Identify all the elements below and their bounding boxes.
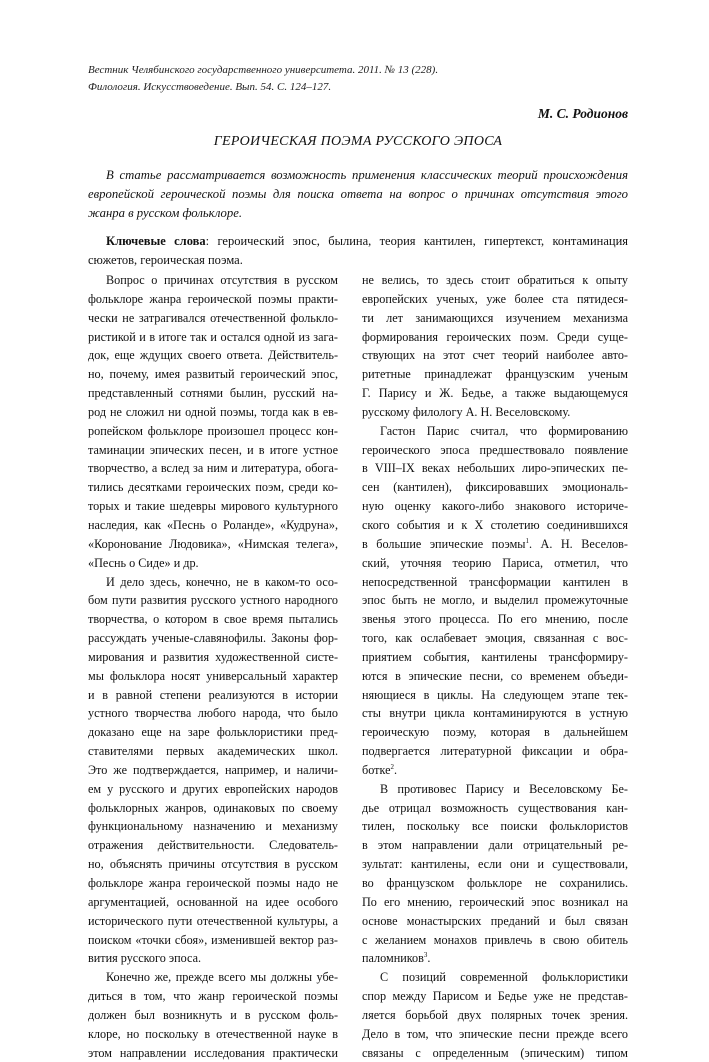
text-line xyxy=(88,328,338,347)
keywords-line-1 xyxy=(88,232,628,251)
text-line xyxy=(362,686,628,705)
text-line-content: формирования героических поэм. Среди суще- xyxy=(362,329,628,344)
text-line-content: связаны с определенным (эпическим) типом xyxy=(362,1045,628,1060)
text-line-content: исторического пути отечественной культуры, а xyxy=(88,913,338,928)
text-line-content: того, как ослабевает эмоция, связанная с вос- xyxy=(362,631,628,646)
text-line xyxy=(88,591,338,610)
text-line xyxy=(362,799,628,818)
text-line-content: отражения действительности. Следователь- xyxy=(88,838,338,853)
text-line-content: ристикой и в итоге так и остался одной из зага- xyxy=(88,329,338,344)
text-line xyxy=(362,478,628,497)
text-line xyxy=(88,271,338,290)
text-line xyxy=(88,629,338,648)
text-line xyxy=(88,667,338,686)
text-line-content: во французском фольклоре не сохранились. xyxy=(362,876,628,890)
text-line-content: ропейском фольклоре произошел процесс кон- xyxy=(88,423,338,438)
text-line-content: ем у русского и других европейских народов xyxy=(88,781,338,796)
text-line xyxy=(88,535,338,554)
text-line xyxy=(362,309,628,328)
text-line xyxy=(88,987,338,1006)
text-line-content: ботке xyxy=(362,762,391,777)
text-line xyxy=(362,328,628,347)
text-line xyxy=(88,968,338,987)
text-line-content: и в равной степени реализуются в истории xyxy=(88,687,338,702)
text-line xyxy=(362,761,628,780)
text-line-content: ются в эпические песни, со временем объеди- xyxy=(362,668,628,683)
text-line xyxy=(362,1006,628,1025)
text-line xyxy=(362,723,628,742)
text-line xyxy=(88,874,338,893)
text-line-content: фольклорных жанров, одинаковых по своему xyxy=(88,800,338,815)
text-line-content: должен был возникнуть и в русском фоль- xyxy=(88,1007,338,1022)
footnote-mark: 3 xyxy=(423,951,428,960)
text-line xyxy=(362,290,628,309)
text-line-content: этом направлении исследования практически xyxy=(88,1045,338,1060)
text-line-content: в VIII–IX веках небольших лиро-эпических пе- xyxy=(362,461,628,476)
text-line xyxy=(88,742,338,761)
text-line-content: дье отрицал возможность существования кан- xyxy=(362,800,628,815)
text-line-content: с желанием монахов привлечь в свою обитель xyxy=(362,932,628,947)
text-line xyxy=(88,893,338,912)
text-line xyxy=(362,384,628,403)
text-line-content: таминации эпических песен, и в итоге устное xyxy=(88,442,338,457)
text-line xyxy=(362,591,628,610)
text-line-content: в этом направлении дали отрицательный ре- xyxy=(362,838,628,853)
text-line-tail: . А. Н. Веселов- xyxy=(528,536,628,551)
text-line-content: ствующих на этот счет теорий наиболее авто- xyxy=(362,348,628,363)
text-line-tail: . xyxy=(394,762,398,777)
text-line-content: По его мнению, героический эпос возникал на xyxy=(362,894,628,909)
footnote-mark: 2 xyxy=(390,762,394,771)
text-line xyxy=(362,912,628,931)
text-line xyxy=(88,949,338,968)
text-line xyxy=(88,1044,338,1062)
text-line xyxy=(88,441,338,460)
text-line xyxy=(88,836,338,855)
text-line-content: няющиеся в циклы. На следующем этапе тек- xyxy=(362,687,628,702)
text-line-content: Это же подтверждается, например, и наличи- xyxy=(88,762,338,777)
text-line-content: вития русского эпоса. xyxy=(88,951,202,966)
text-line xyxy=(362,874,628,893)
text-line xyxy=(362,704,628,723)
text-line xyxy=(362,403,628,422)
text-line-content: поиском «точки сбоя», изменившей вектор раз- xyxy=(88,932,338,947)
abstract-line: жанра в русском фольклоре. xyxy=(88,205,243,220)
text-line xyxy=(362,742,628,761)
text-line xyxy=(362,817,628,836)
text-line-content: рассуждать ученые-славянофилы. Законы фор- xyxy=(88,631,338,646)
text-line xyxy=(362,893,628,912)
text-line-content: героическую поэму, которая в дальнейшем xyxy=(362,725,628,740)
text-line xyxy=(88,761,338,780)
keywords-label: Ключевые слова xyxy=(106,234,206,248)
text-line-content: Конечно же, прежде всего мы должны убе- xyxy=(106,970,338,985)
text-line xyxy=(362,441,628,460)
text-line-content: но, почему, имея развитый героический эпос, xyxy=(88,367,338,382)
text-line-content: фольклоре жанра героической поэмы практи- xyxy=(88,291,338,306)
text-line xyxy=(362,365,628,384)
text-line xyxy=(362,836,628,855)
text-line-content: устного творчества любого народа, что было xyxy=(88,706,338,721)
text-line-content: торых и такие шедевры мирового культурного xyxy=(88,499,338,514)
text-line xyxy=(88,554,338,573)
text-line-content: функциональному назначению и механизму xyxy=(88,819,338,834)
text-line-content: в большие эпические поэмы xyxy=(362,536,526,551)
text-line xyxy=(88,497,338,516)
text-line-content: творчества, о котором в свое время пытались xyxy=(88,612,338,627)
text-line-content: «Песнь о Сиде» и др. xyxy=(88,555,199,570)
text-line-content: героического эпоса предшествовало появление xyxy=(362,442,628,457)
text-line xyxy=(362,459,628,478)
text-line-content: приятием события, кантилены трансформиру- xyxy=(362,649,628,664)
text-line xyxy=(362,667,628,686)
article-title: ГЕРОИЧЕСКАЯ ПОЭМА РУССКОГО ЭПОСА xyxy=(213,134,503,149)
text-line-content: ского события и к X столетию соединившихся xyxy=(362,517,628,532)
text-line xyxy=(362,968,628,987)
text-line xyxy=(88,403,338,422)
text-line-content: клоре, но поскольку в отечественной науке в xyxy=(88,1026,338,1041)
abstract-line: В статье рассматривается возможность применения классических теорий происхождения xyxy=(106,168,628,182)
text-line xyxy=(362,271,628,290)
text-line-content: наследия, как «Песнь о Роланде», «Кудруна», xyxy=(88,517,338,532)
text-line xyxy=(362,573,628,592)
text-line-content: но, объяснять причины отсутствия в русском xyxy=(88,857,338,872)
text-line-content: мирования и развития художественной систе- xyxy=(88,649,338,664)
text-line-content: основе монастырских преданий и был связан xyxy=(362,913,628,928)
text-line xyxy=(362,949,628,968)
text-line xyxy=(88,817,338,836)
text-line-content: аргументацией, основанной на идее особого xyxy=(88,894,338,909)
right-column xyxy=(362,271,628,1062)
text-line-content: европейских ученых, уже более ста пятидеся- xyxy=(362,291,628,306)
text-line-content: ную оценку какого-либо знакового историче- xyxy=(362,499,628,514)
text-line-content: мы фольклора носят универсальный характер xyxy=(88,668,338,683)
text-line-content: зультат: кантилены, если они и существовали, xyxy=(362,857,628,872)
text-line xyxy=(362,629,628,648)
text-line-content: паломников xyxy=(362,951,424,966)
text-line-content: И дело здесь, конечно, не в каком-то осо- xyxy=(106,574,338,589)
text-line-tail: . xyxy=(427,951,431,966)
text-line xyxy=(88,290,338,309)
text-line xyxy=(88,648,338,667)
text-line xyxy=(88,573,338,592)
text-line xyxy=(88,723,338,742)
text-line-content: тилен, поскольку все поиски фольклористов xyxy=(362,819,628,834)
abstract xyxy=(88,166,628,223)
text-line xyxy=(362,1044,628,1062)
text-line xyxy=(88,855,338,874)
text-line xyxy=(88,610,338,629)
abstract-line: европейской героической поэмы для поиска ответа на вопрос о причинах отсутствия этого xyxy=(88,186,628,201)
text-line xyxy=(362,987,628,1006)
text-line xyxy=(362,1025,628,1044)
text-line-content: доказано еще на заре фольклористики пред- xyxy=(88,725,338,740)
text-line-content: ритетные принадлежат французским ученым xyxy=(362,367,628,382)
text-line-content: В противовес Парису и Веселовскому Бе- xyxy=(380,781,628,796)
text-line xyxy=(88,346,338,365)
text-line xyxy=(88,780,338,799)
text-line-content: диться в том, что жанр героической поэмы xyxy=(88,989,338,1004)
text-line-content: ставителями первых академических школ. xyxy=(88,744,338,759)
text-line xyxy=(362,516,628,535)
text-line-content: не велись, то здесь стоит обратиться к опыту xyxy=(362,273,628,287)
text-line xyxy=(88,309,338,328)
text-line xyxy=(88,459,338,478)
text-line-content: подвергается литературной фиксации и обра- xyxy=(362,744,628,759)
text-line xyxy=(88,686,338,705)
text-line-content: сен (кантилен), фиксировавших эмоциональ- xyxy=(362,480,628,495)
left-column xyxy=(88,271,338,1062)
text-line-content: представленный сотнями былин, русский на- xyxy=(88,386,338,401)
text-line-content: непосредственной трансформации кантилен в xyxy=(362,574,628,589)
text-line xyxy=(88,704,338,723)
text-line-content: бом пути развития русского устного народного xyxy=(88,593,338,608)
text-line xyxy=(362,554,628,573)
text-line xyxy=(88,478,338,497)
text-line xyxy=(88,365,338,384)
text-line-content: С позиций современной фольклористики xyxy=(380,970,628,985)
text-line xyxy=(362,931,628,950)
text-line-content: ляется борьбой двух полярных точек зрения. xyxy=(362,1007,628,1022)
text-line-content: фольклоре жанра героической поэмы надо не xyxy=(88,876,338,890)
text-line-content: творчество, а вслед за ним и литература, обога- xyxy=(88,461,338,476)
text-line xyxy=(362,855,628,874)
author-name: М. С. Родионов xyxy=(537,106,628,121)
text-line-content: Г. Парису и Ж. Бедье, а также выдающемуся xyxy=(362,386,628,401)
text-line xyxy=(88,912,338,931)
keywords-line-2: сюжетов, героическая поэма. xyxy=(88,252,243,267)
text-line-content: тились десятками героических поэм, среди ко- xyxy=(88,480,338,495)
text-line-content: звенья этого процесса. По его мнению, после xyxy=(362,612,628,627)
journal-citation-line-1: Вестник Челябинского государственного университета. 2011. № 13 (228). xyxy=(88,64,439,76)
text-line-content: чески не затрагивался отечественной фолькло- xyxy=(88,310,338,325)
text-line xyxy=(362,422,628,441)
text-line xyxy=(88,422,338,441)
text-line xyxy=(362,648,628,667)
text-line-content: Гастон Парис считал, что формированию xyxy=(380,423,628,438)
text-line-content: ти лет занимающихся изучением механизма xyxy=(362,310,628,325)
text-line-content: русскому филологу А. Н. Веселовскому. xyxy=(362,404,571,419)
text-line xyxy=(362,497,628,516)
journal-header xyxy=(88,62,628,96)
text-line-content: док, еще ждущих своего ответа. Действитель- xyxy=(88,348,338,363)
text-line xyxy=(88,931,338,950)
keywords xyxy=(88,232,628,270)
text-line xyxy=(362,780,628,799)
journal-citation-line-2: Филология. Искусствоведение. Вып. 54. С. 124–127. xyxy=(88,81,332,93)
keywords-text: : героический эпос, былина, теория кантилен, гипертекст, контаминация xyxy=(205,234,629,248)
text-line xyxy=(362,610,628,629)
text-line-content: эпос быть не могло, и выделил промежуточные xyxy=(362,593,628,608)
text-line-content: ский, уточняя теорию Париса, отметил, что xyxy=(362,555,628,570)
footnote-mark: 1 xyxy=(525,536,529,545)
text-line xyxy=(362,535,628,554)
text-line-content: сты внутри цикла контаминируются в устную xyxy=(362,706,628,721)
text-line-content: Дело в том, что эпические песни прежде всего xyxy=(362,1026,628,1041)
text-line xyxy=(88,1025,338,1044)
text-line xyxy=(88,384,338,403)
text-line xyxy=(88,516,338,535)
text-line-content: Вопрос о причинах отсутствия в русском xyxy=(106,273,338,287)
text-line xyxy=(88,799,338,818)
text-line xyxy=(362,346,628,365)
text-line xyxy=(88,1006,338,1025)
text-line-content: спор между Парисом и Бедье уже не представ- xyxy=(362,989,628,1004)
text-line-content: род не сложил ни одной поэмы, тогда как в ев- xyxy=(88,404,338,419)
text-line-content: «Коронование Людовика», «Нимская телега», xyxy=(88,536,338,551)
